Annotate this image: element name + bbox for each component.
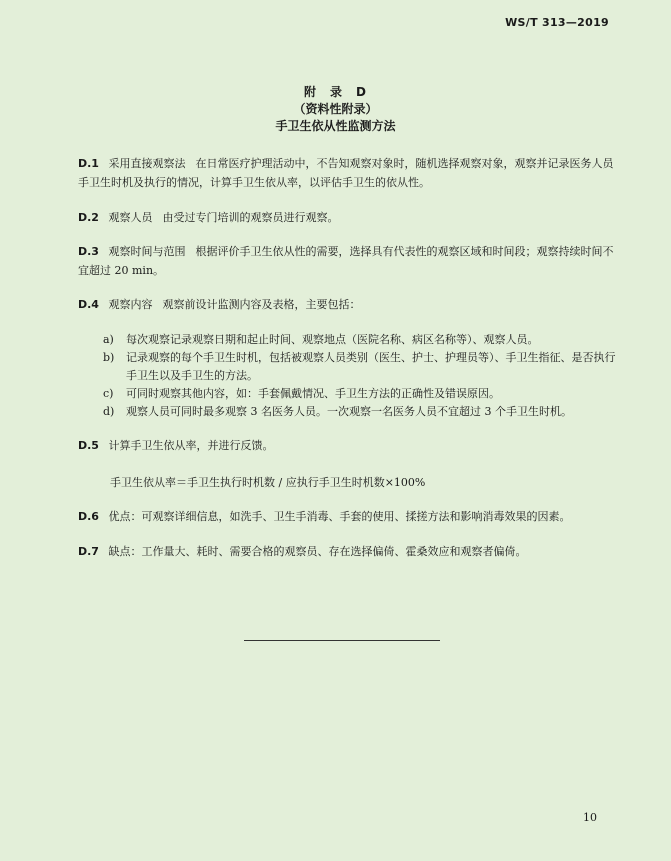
clause-d3 xyxy=(78,242,618,280)
appendix-label: 附 录 D xyxy=(304,85,367,99)
clause-text: 计算手卫生依从率，并进行反馈。 xyxy=(108,439,274,452)
clause-number: D.6 xyxy=(78,510,99,523)
clause-number: D.4 xyxy=(78,298,99,311)
clause-text: 优点：可观察详细信息，如洗手、卫生手消毒、手套的使用、揉搓方法和影响消毒效果的因素。 xyxy=(108,510,571,523)
clause-d6 xyxy=(78,507,618,526)
clause-term: 观察时间与范围 xyxy=(108,245,186,258)
clause-d4 xyxy=(78,295,618,314)
list-item-text: 可同时观察其他内容，如：手套佩戴情况、手卫生方法的正确性及错误原因。 xyxy=(126,387,500,400)
list-item-text: 记录观察的每个手卫生时机，包括被观察人员类别（医生、护士、护理员等）、手卫生指征、是否执行手卫生以及手卫生的方法。 xyxy=(126,351,616,382)
clause-text: 在日常医疗护理活动中，不告知观察对象时，随机选择观察对象，观察并记录医务人员手卫生时机及执行的情况，计算手卫生依从率，以评估手卫生的依从性。 xyxy=(78,157,614,189)
appendix-title-block xyxy=(0,84,671,135)
clause-number: D.5 xyxy=(78,439,99,452)
list-item xyxy=(103,403,618,421)
appendix-name: 手卫生依从性监测方法 xyxy=(275,119,396,133)
clause-text: 观察前设计监测内容及表格，主要包括： xyxy=(162,298,361,311)
clause-term: 观察内容 xyxy=(108,298,153,311)
clause-number: D.7 xyxy=(78,545,99,558)
compliance-rate-formula: 手卫生依从率＝手卫生执行时机数 / 应执行手卫生时机数×100% xyxy=(110,476,426,489)
standard-code: WS/T 313—2019 xyxy=(505,16,609,29)
list-item xyxy=(103,331,618,349)
clause-number: D.3 xyxy=(78,245,99,258)
list-marker: b) xyxy=(103,351,115,364)
clause-number: D.1 xyxy=(78,157,99,170)
clause-d1 xyxy=(78,154,618,192)
clause-text: 由受过专门培训的观察员进行观察。 xyxy=(162,211,339,224)
list-marker: d) xyxy=(103,405,115,418)
list-item-text: 每次观察记录观察日期和起止时间、观察地点（医院名称、病区名称等）、观察人员。 xyxy=(126,333,539,346)
clause-text: 根据评价手卫生依从性的需要，选择具有代表性的观察区域和时间段；观察持续时间不宜超过 20 min。 xyxy=(78,245,614,277)
list-marker: c) xyxy=(103,387,114,400)
clause-d2 xyxy=(78,208,618,227)
clause-text: 缺点：工作量大、耗时、需要合格的观察员、存在选择偏倚、霍桑效应和观察者偏倚。 xyxy=(108,545,527,558)
clause-d5 xyxy=(78,436,618,455)
clause-d7 xyxy=(78,542,618,561)
clause-number: D.2 xyxy=(78,211,99,224)
end-rule xyxy=(244,640,440,641)
list-marker: a) xyxy=(103,333,114,346)
page-number: 10 xyxy=(583,811,597,824)
appendix-nature: （资料性附录） xyxy=(293,102,378,116)
list-item xyxy=(103,385,618,403)
clause-term: 观察人员 xyxy=(108,211,153,224)
clause-term: 采用直接观察法 xyxy=(108,157,186,170)
list-item-text: 观察人员可同时最多观察 3 名医务人员。一次观察一名医务人员不宜超过 3 个手卫生时机。 xyxy=(126,405,572,418)
d4-item-list xyxy=(103,331,618,421)
list-item xyxy=(103,349,618,385)
